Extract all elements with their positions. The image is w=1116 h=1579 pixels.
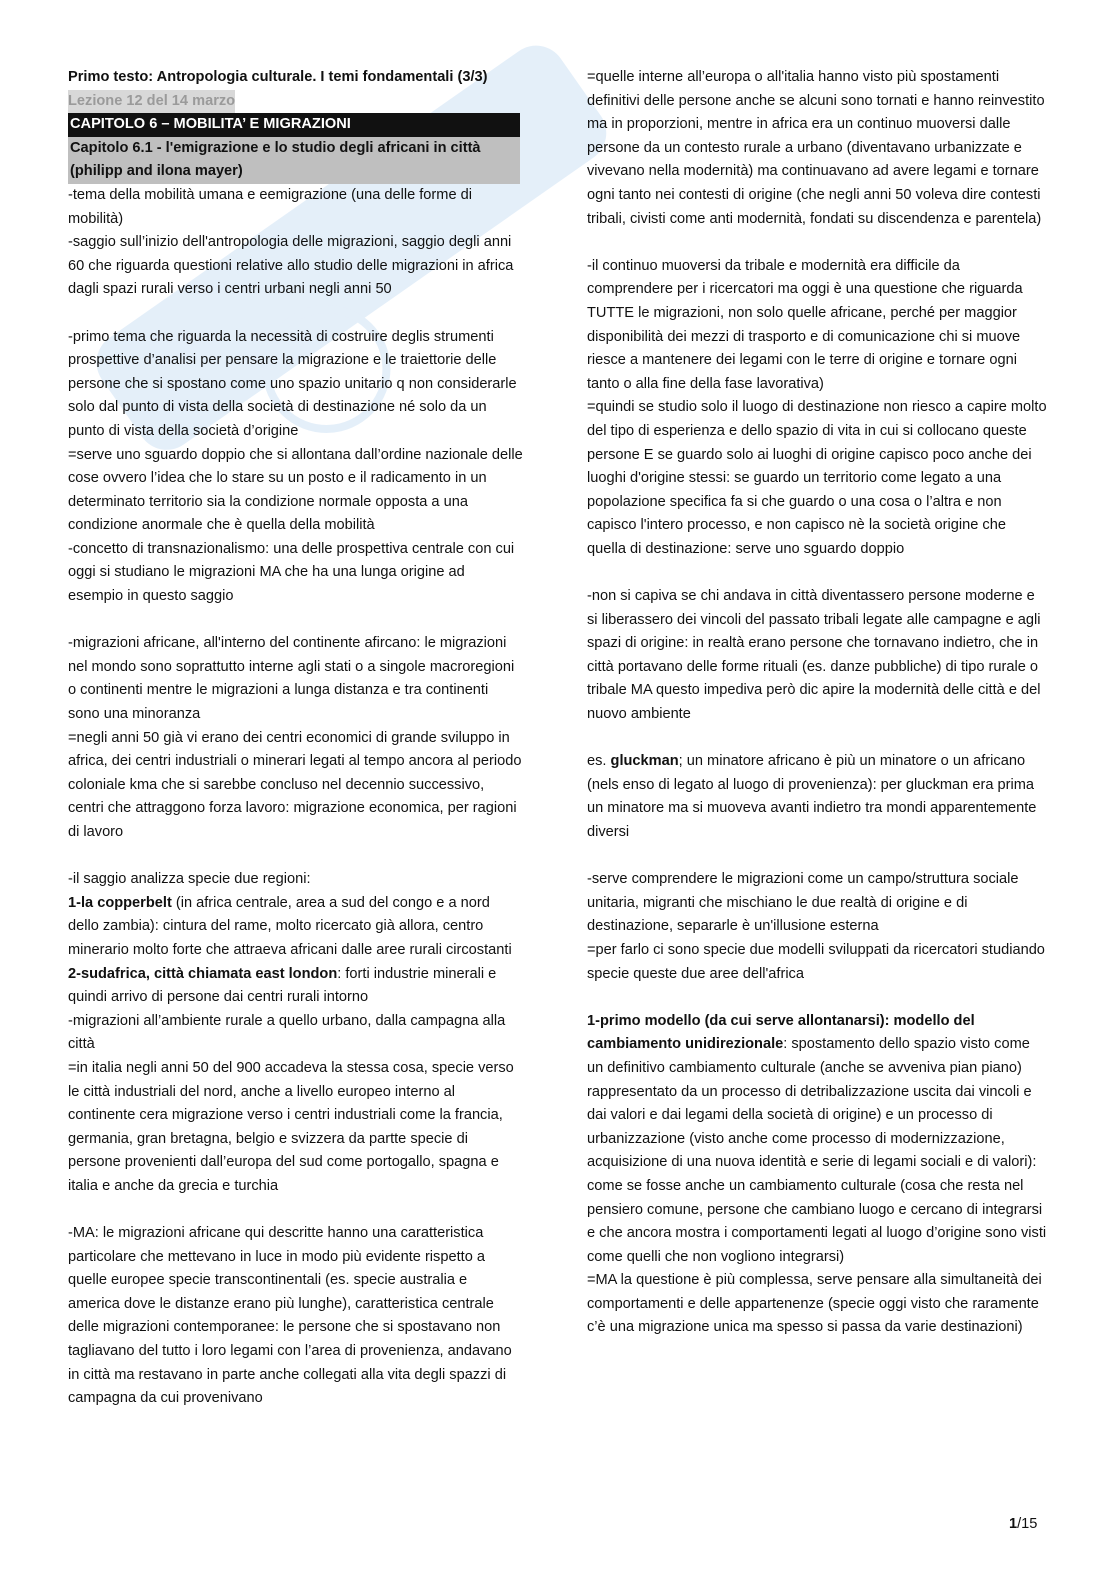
left-column [68,66,523,1411]
paragraph: -primo tema che riguarda la necessità di costruire deglis strumenti prospettive d’analisi per pensare la migrazione e le traiettorie delle persone che si spostano come uno spazio unitario q non considerarle solo dal punto di vista della società di destinazione né solo da un punto di vista della società d’origine [68,328,517,439]
paragraph: =negli anni 50 già vi erano dei centri economici di grande sviluppo in africa, dei centri industriali o minerari legati al tempo ancora al periodo coloniale kma che si sarebbe concluso nel decennio successivo, centri che attraggono forza lavoro: migrazione economica, per ragioni di lavoro [68,729,522,840]
paragraph: =in italia negli anni 50 del 900 accadeva la stessa cosa, specie verso le città industriali del nord, anche a livello europeo interno al continente cera migrazione verso i centri industriali come la francia, germania, gran bretagna, belgio e svizzera da partte specie di persone provenienti dall’europa del sud come portogallo, spagna e italia e anche da grecia e turchia [68,1059,514,1194]
region-name: 1-la copperbelt [68,894,172,911]
paragraph: -il continuo muoversi da tribale e modernità era difficile da comprendere per i ricercatori ma oggi è una questione che riguarda TUTTE le migrazioni, non solo quelle africane, perché per maggior disponibilità dei mezzi di trasporto e di comunicazione chi si muove riesce a mantenere dei legami con le terre di origine e tornare ogni tanto o alla fine della fase lavorativa) [587,257,1023,392]
paragraph: -il saggio analizza specie due regioni: [68,871,311,888]
paragraph: =serve uno sguardo doppio che si allontana dall’ordine nazionale delle cose ovvero l’idea che lo stare su un posto e il radicamento in un determinato territorio sia la condizione normale opposta a una condizione anormale che è quella della mobilità [68,446,523,534]
section-heading: Capitolo 6.1 - l'emigrazione e lo studio degli africani in città [68,137,520,161]
right-column [587,66,1047,1340]
paragraph: 1-la copperbelt (in africa centrale, area a sud del congo e a nord dello zambia): cintura del rame, molto ricercato già allora, centro minerario molto forte che attraeva africani dalle aree rurali circostanti [68,894,512,958]
paragraph: =quindi se studio solo il luogo di destinazione non riesco a capire molto del tipo di esperienza e dello spazio di vita in cui si collocano queste persone E se guardo solo ai luoghi di origine capisco poco anche dei luoghi d'origine stessi: se guardo un territorio come legato a una popolazione specifica fa si che guardo o una cosa o l’altra e non capisco l'intero processo, e non capisco nè la società origine che quella di destinazione: serve uno sguardo doppio [587,399,1047,557]
paragraph: =quelle interne all’europa o all'italia hanno visto più spostamenti definitivi delle persone anche se alcuni sono tornati e hanno reinvestito ma in proporzioni, mentre in africa era un continuo muoversi dalle persone da un contesto rurale a urbano (diventavano urbanizzate e vivevano nella modernità) ma continuavano ad avere legami e tornare ogni tanto nei contesti di origine (che negli anni 50 voleva dire contesti tribali, civisti come anti modernità, fondati su discendenza e parentela) [587,69,1045,227]
lesson-label: Lezione 12 del 14 marzo [68,90,235,114]
section-heading-authors: (philipp and ilona mayer) [68,160,520,184]
paragraph: =per farlo ci sono specie due modelli sviluppati da ricercatori studiando specie queste due aree dell'africa [587,941,1045,982]
paragraph: 1-primo modello (da cui serve allontanarsi): modello del cambiamento unidirezionale: spostamento dello spazio visto come un definitivo cambiamento culturale (anche se avveniva pian piano) rappresentato da un processo di detribalizzazione uscita dai vincoli e dai valori e dai legami della società di origine) e un processo di urbanizzazione (visto anche come processo di modernizzazione, acquisizione di una nuova identità e serie di legami sociali e di valori): come se fosse anche un cambiamento culturale (cosa che resta nel pensiero comune, persone che cambiano luogo e cercano di integrarsi e che ancora mostra i comportamenti legati al luogo d’origine sono visti come quelli che non vogliono integrarsi) [587,1012,1047,1265]
paragraph: -serve comprendere le migrazioni come un campo/struttura sociale unitaria, migranti che mischiano le due realtà di origine e di destinazione, separarle è un'illusione esterna [587,871,1019,935]
paragraph: -MA: le migrazioni africane qui descritte hanno una caratteristica particolare che mettevano in luce in modo più evidente rispetto a quelle europee specie transcontinentali (es. specie australia e america dove le distanze erano più lunghe), caratteristica centrale delle migrazioni contemporanee: le persone che si spostavano non tagliavano del tutto i loro legami con l’area di provenienza, andavano in città ma restavano in parte anche collegati alla vita degli spazzi di campagna da cui provenivano [68,1225,512,1407]
paragraph: -saggio sull’inizio dell'antropologia delle migrazioni, saggio degli anni 60 che riguarda questioni relative allo studio delle migrazioni in africa dagli spazi rurali verso i centri urbani negli anni 50 [68,234,514,298]
paragraph: 2-sudafrica, città chiamata east london: forti industrie minerali e quindi arrivo di persone dai centri rurali intorno [68,965,497,1006]
region-name: 2-sudafrica, città chiamata east london [68,965,338,982]
paragraph: -concetto di transnazionalismo: una delle prospettiva centrale con cui oggi si studiano le migrazioni MA che ha una lunga origine ad esempio in questo saggio [68,540,515,605]
document-title: Primo testo: Antropologia culturale. I temi fondamentali (3/3) [68,69,488,85]
chapter-heading: CAPITOLO 6 – MOBILITA’ E MIGRAZIONI [68,113,520,137]
paragraph: -migrazioni all’ambiente rurale a quello urbano, dalla campagna alla città [68,1012,506,1053]
paragraph: =MA la questione è più complessa, serve pensare alla simultaneità dei comportamenti e delle appartenenze (specie oggi visto che raramente c’è una migrazione unica ma spesso si passa da varie destinazioni) [587,1272,1042,1336]
paragraph: -migrazioni africane, all'interno del continente afircano: le migrazioni nel mondo sono soprattutto interne agli stati o a singole macroregioni o continenti mentre le migrazioni a lunga distanza e tra continenti sono una minoranza [68,635,515,723]
paragraph: -non si capiva se chi andava in città diventassero persone moderne e si liberassero dei vincoli del passato tribali legate alle campagne e agli spazi di origine: in realtà erano persone che tornavano indietro, che in città portavano delle forme rituali (es. danze pubbliche) di tipo rurale o tribale MA questo impediva però dic apire la modernità delle città e del nuovo ambiente [587,588,1041,723]
paragraph: -tema della mobilità umana e eemigrazione (una delle forme di mobilità) [68,186,472,227]
page-number: 1/15 [1009,1516,1038,1532]
paragraph: es. gluckman; un minatore africano è più un minatore o un africano (nels enso di legato al luogo di provenienza): per gluckman era prima un minatore ma si muoveva avanti indietro tra mondi apparentemente diversi [587,753,1037,840]
model-heading: 1-primo modello (da cui serve allontanarsi): modello del cambiamento unidirezionale [587,1012,975,1053]
author-name: gluckman [610,753,679,770]
